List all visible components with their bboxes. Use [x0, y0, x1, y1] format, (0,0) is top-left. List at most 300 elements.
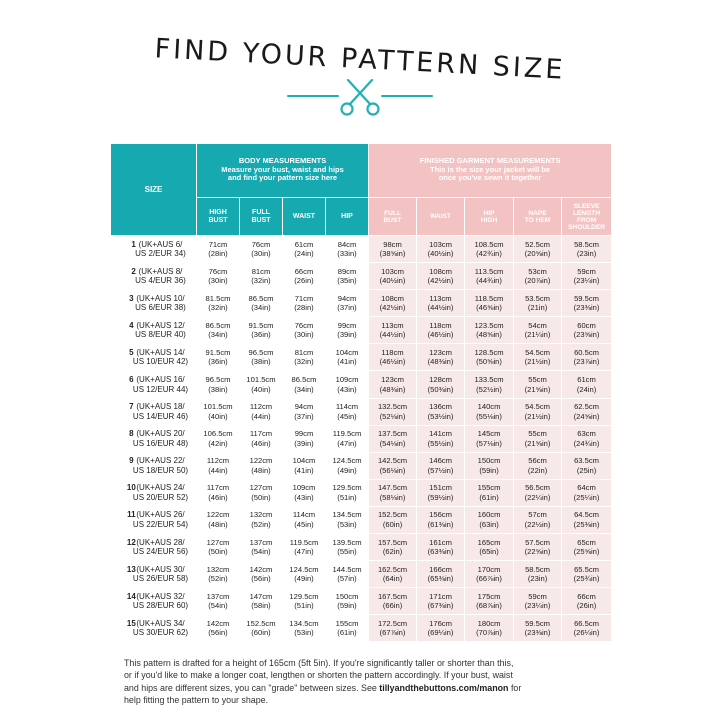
size-equivalent-line1: (UK+AUS 22/: [136, 456, 185, 466]
value-cm: 119.5cm: [289, 537, 319, 547]
size-number: 8: [129, 429, 134, 439]
value-in: (22⅝in): [524, 547, 551, 557]
value-cm: 66cm: [577, 591, 596, 601]
value-cm: 103cm: [429, 239, 452, 249]
value-cm: 60.5cm: [574, 347, 599, 357]
body-measurement-cell: [326, 236, 369, 263]
value-in: (25¾in): [573, 574, 600, 584]
value-cm: 61cm: [577, 375, 596, 385]
table-row: [111, 506, 612, 533]
value-in: (24in): [576, 384, 597, 394]
value-cm: 108cm: [429, 266, 452, 276]
value-cm: 104cm: [335, 347, 359, 357]
value-cm: 59.5cm: [525, 618, 550, 628]
value-cm: 150cm: [335, 591, 359, 601]
finished-measurement-cell: [465, 425, 514, 452]
value-cm: 180cm: [477, 618, 501, 628]
value-cm: 94cm: [294, 402, 314, 412]
finished-measurement-cell: [417, 506, 465, 533]
value-cm: 56cm: [528, 456, 547, 466]
value-cm: 106.5cm: [203, 429, 233, 439]
value-cm: 152.5cm: [246, 618, 276, 628]
value-cm: 53.5cm: [525, 293, 550, 303]
body-measurement-cell: [283, 452, 326, 479]
value-cm: 122cm: [249, 456, 273, 466]
pattern-help-link[interactable]: tillyandthebuttons.com/manon: [379, 682, 509, 693]
finished-measurement-cell: [369, 506, 417, 533]
value-cm: 56.5cm: [525, 483, 550, 493]
value-cm: 103cm: [381, 266, 404, 276]
value-in: (43in): [337, 384, 357, 394]
value-in: (51in): [337, 492, 357, 502]
finished-measurement-cell: [465, 615, 514, 642]
size-equivalent-line1: (UK+AUS 10/: [136, 293, 185, 303]
value-in: (54⅛in): [379, 438, 406, 448]
value-in: (39in): [337, 330, 357, 340]
body-measurement-cell: [283, 317, 326, 344]
finished-measurement-cell: [369, 344, 417, 371]
finished-measurement-cell: [465, 290, 514, 317]
scissors-icon: [342, 80, 379, 115]
size-label: [111, 398, 197, 425]
finished-measurement-cell: [465, 506, 514, 533]
finished-measurement-cell: [369, 263, 417, 290]
value-cm: 109cm: [292, 483, 316, 493]
size-number: 11: [127, 510, 136, 520]
body-measurement-cell: [283, 398, 326, 425]
value-in: (40in): [208, 411, 228, 421]
finished-measurement-cell: [514, 425, 562, 452]
value-in: (46½in): [427, 330, 454, 340]
value-in: (49in): [337, 465, 357, 475]
size-equivalent-line2: US 12/EUR 44): [132, 384, 189, 394]
value-cm: 140cm: [477, 402, 501, 412]
value-in: (37in): [337, 303, 357, 313]
value-in: (26in): [576, 601, 597, 611]
col-finished-sleeve-length: SLEEVE LENGTH FROM SHOULDER: [562, 198, 612, 236]
size-number: 6: [129, 375, 134, 385]
value-cm: 142.5cm: [377, 456, 408, 466]
value-cm: 57.5cm: [525, 537, 550, 547]
finished-measurement-cell: [465, 561, 514, 588]
body-measurement-cell: [197, 236, 240, 263]
finished-measurement-cell: [465, 317, 514, 344]
value-cm: 123cm: [429, 347, 452, 357]
value-in: (23¼in): [524, 601, 551, 611]
value-in: (32in): [294, 357, 314, 367]
body-measurement-cell: [197, 263, 240, 290]
page-title-text: FIND YOUR PATTERN SIZE: [153, 33, 567, 86]
value-cm: 59cm: [577, 266, 596, 276]
value-cm: 53cm: [528, 266, 547, 276]
size-equivalent-line2: US 26/EUR 58): [132, 574, 189, 584]
size-equivalent-line1: (UK+AUS 16/: [136, 375, 185, 385]
value-cm: 155cm: [335, 618, 359, 628]
value-cm: 133.5cm: [474, 375, 504, 385]
value-cm: 145cm: [477, 429, 501, 439]
size-equivalent-line1: (UK+AUS 34/: [136, 618, 185, 628]
body-measurement-cell: [326, 534, 369, 561]
value-cm: 81cm: [251, 266, 271, 276]
finished-measurement-cell: [369, 290, 417, 317]
value-in: (63⅜in): [427, 547, 454, 557]
value-in: (41in): [294, 465, 314, 475]
value-in: (48⅜in): [379, 384, 406, 394]
body-measurement-cell: [283, 263, 326, 290]
value-in: (30in): [294, 330, 314, 340]
col-full-bust: FULL BUST: [240, 198, 283, 236]
value-in: (58⅛in): [379, 492, 406, 502]
finished-measurement-cell: [417, 561, 465, 588]
value-cm: 144.5cm: [332, 564, 362, 574]
value-cm: 132.5cm: [377, 402, 408, 412]
value-in: (45in): [337, 411, 357, 421]
body-measurement-cell: [197, 534, 240, 561]
value-cm: 81cm: [294, 347, 314, 357]
value-in: (25⅝in): [573, 547, 600, 557]
finished-measurement-cell: [417, 615, 465, 642]
size-label: [111, 561, 197, 588]
finished-measurement-cell: [562, 615, 612, 642]
size-equivalent-line2: US 14/EUR 46): [132, 411, 189, 421]
value-in: (23⅜in): [524, 628, 551, 638]
value-cm: 171cm: [429, 591, 452, 601]
table-row: [111, 236, 612, 263]
value-in: (46½in): [379, 357, 406, 367]
value-in: (44in): [251, 411, 271, 421]
value-cm: 55cm: [528, 429, 547, 439]
value-in: (40in): [251, 384, 271, 394]
value-cm: 118cm: [429, 320, 452, 330]
value-cm: 55cm: [528, 375, 547, 385]
body-measurement-cell: [283, 588, 326, 615]
value-in: (56⅛in): [379, 465, 406, 475]
body-measurement-cell: [283, 615, 326, 642]
value-cm: 132cm: [206, 564, 230, 574]
value-cm: 84cm: [337, 239, 357, 249]
finished-measurement-cell: [562, 479, 612, 506]
value-cm: 166cm: [429, 564, 452, 574]
finished-measurement-cell: [514, 236, 562, 263]
table-row: [111, 371, 612, 398]
value-in: (44¾in): [476, 276, 502, 286]
value-cm: 54.5cm: [525, 347, 550, 357]
value-cm: 170cm: [477, 564, 501, 574]
value-in: (25in): [576, 465, 597, 475]
body-measurement-cell: [326, 615, 369, 642]
value-in: (67⅞in): [379, 628, 406, 638]
finished-measurement-cell: [465, 588, 514, 615]
value-in: (33in): [337, 249, 357, 259]
body-measurement-cell: [326, 452, 369, 479]
col-high-bust: HIGH BUST: [197, 198, 240, 236]
size-equivalent-line2: US 4/EUR 36): [135, 276, 186, 286]
body-measurement-cell: [326, 317, 369, 344]
value-in: (53½in): [427, 411, 454, 421]
value-in: (55⅛in): [476, 411, 502, 421]
col-finished-waist: WAIST: [417, 198, 465, 236]
body-measurement-cell: [197, 398, 240, 425]
finished-measurement-cell: [369, 425, 417, 452]
finished-measurement-cell: [465, 452, 514, 479]
value-cm: 136cm: [429, 402, 452, 412]
size-label: [111, 263, 197, 290]
value-cm: 52.5cm: [525, 239, 550, 249]
value-in: (44½in): [427, 303, 454, 313]
value-cm: 63cm: [577, 429, 596, 439]
value-in: (20⅞in): [524, 276, 551, 286]
body-measurement-cell: [240, 425, 283, 452]
value-in: (42in): [208, 438, 228, 448]
value-in: (32in): [251, 276, 271, 286]
finished-measurement-cell: [562, 236, 612, 263]
body-measurement-cell: [197, 506, 240, 533]
size-equivalent-line2: US 24/EUR 56): [132, 547, 189, 557]
value-in: (53in): [337, 519, 357, 529]
size-equivalent-line1: (UK+AUS 30/: [136, 564, 185, 574]
table-row: [111, 425, 612, 452]
value-in: (57in): [337, 574, 357, 584]
table-row: [111, 290, 612, 317]
value-in: (37in): [294, 411, 314, 421]
value-in: (35in): [337, 276, 357, 286]
value-cm: 134.5cm: [289, 618, 319, 628]
size-equivalent-line1: (UK+AUS 20/: [136, 429, 185, 439]
value-in: (61⅜in): [427, 519, 454, 529]
body-measurement-cell: [240, 534, 283, 561]
value-in: (49in): [294, 574, 314, 584]
finished-measurement-cell: [369, 371, 417, 398]
body-measurement-cell: [326, 371, 369, 398]
value-in: (50in): [208, 547, 228, 557]
value-cm: 142cm: [249, 564, 273, 574]
finished-measurement-cell: [514, 398, 562, 425]
value-in: (36in): [208, 357, 228, 367]
size-equivalent-line1: (UK+AUS 14/: [136, 347, 185, 357]
finished-measurement-cell: [514, 371, 562, 398]
value-in: (57½in): [427, 465, 454, 475]
table-row: [111, 534, 612, 561]
value-cm: 119.5cm: [332, 429, 362, 439]
size-equivalent-line2: US 22/EUR 54): [132, 519, 189, 529]
body-measurement-cell: [240, 452, 283, 479]
size-equivalent-line1: (UK+AUS 18/: [136, 402, 185, 412]
value-in: (28in): [294, 303, 314, 313]
value-cm: 129.5cm: [289, 591, 319, 601]
body-measurement-cell: [283, 371, 326, 398]
body-measurement-cell: [240, 263, 283, 290]
finished-measurement-cell: [465, 236, 514, 263]
body-measurement-cell: [197, 344, 240, 371]
body-measurement-cell: [240, 236, 283, 263]
value-in: (46in): [208, 492, 228, 502]
finished-measurement-cell: [562, 371, 612, 398]
table-row: [111, 561, 612, 588]
size-label: [111, 534, 197, 561]
finished-measurement-cell: [369, 588, 417, 615]
value-cm: 65cm: [577, 537, 596, 547]
finished-measurement-cell: [417, 534, 465, 561]
finished-measurement-cell: [369, 317, 417, 344]
value-cm: 114cm: [292, 510, 316, 520]
value-in: (40½in): [427, 249, 454, 259]
value-in: (66in): [382, 601, 403, 611]
size-rows: [111, 236, 612, 642]
value-cm: 160cm: [477, 510, 501, 520]
value-in: (20⅝in): [524, 249, 551, 259]
value-in: (57⅛in): [476, 438, 502, 448]
value-in: (47in): [294, 547, 314, 557]
value-in: (42½in): [427, 276, 454, 286]
value-cm: 165cm: [477, 537, 501, 547]
finished-measurement-cell: [417, 236, 465, 263]
value-in: (44in): [208, 465, 228, 475]
body-measurement-cell: [197, 317, 240, 344]
value-cm: 108cm: [381, 293, 404, 303]
value-in: (32in): [208, 303, 228, 313]
value-cm: 113cm: [429, 293, 452, 303]
size-number: 10: [126, 483, 136, 493]
value-cm: 76cm: [208, 266, 228, 276]
value-in: (23⅜in): [573, 303, 600, 313]
finished-measurement-cell: [417, 263, 465, 290]
body-measurement-cell: [283, 561, 326, 588]
size-number: 4: [129, 320, 134, 330]
value-in: (39in): [294, 438, 314, 448]
value-in: (52⅛in): [379, 411, 406, 421]
value-in: (45in): [294, 519, 314, 529]
value-in: (70⅞in): [476, 628, 502, 638]
value-in: (55in): [337, 547, 357, 557]
value-in: (25⅜in): [573, 519, 600, 529]
size-number: 3: [129, 293, 134, 303]
value-cm: 151cm: [429, 483, 452, 493]
value-in: (38in): [208, 384, 228, 394]
body-measurement-cell: [197, 425, 240, 452]
value-in: (25¼in): [573, 492, 600, 502]
value-cm: 132cm: [249, 510, 273, 520]
finished-measurement-cell: [562, 506, 612, 533]
finished-measurement-cell: [465, 479, 514, 506]
value-in: (54in): [208, 601, 228, 611]
finished-measurement-cell: [514, 588, 562, 615]
value-in: (21½in): [524, 357, 551, 367]
value-in: (43in): [294, 492, 314, 502]
value-in: (22in): [527, 465, 548, 475]
finished-measurement-cell: [514, 615, 562, 642]
value-in: (62in): [382, 547, 403, 557]
size-number: 5: [129, 347, 134, 357]
value-cm: 76cm: [294, 320, 314, 330]
value-in: (50in): [251, 492, 271, 502]
value-in: (46in): [251, 438, 271, 448]
value-in: (28in): [208, 249, 228, 259]
value-in: (44½in): [379, 330, 406, 340]
body-measurement-cell: [240, 506, 283, 533]
value-cm: 128cm: [429, 375, 452, 385]
size-equivalent-line1: (UK+AUS 6/: [138, 239, 183, 249]
value-cm: 142cm: [206, 618, 230, 628]
body-measurement-cell: [240, 371, 283, 398]
value-in: (47in): [337, 438, 357, 448]
size-equivalent-line2: US 10/EUR 42): [132, 357, 189, 367]
value-in: (48in): [251, 465, 271, 475]
body-measurement-cell: [326, 263, 369, 290]
size-equivalent-line2: US 18/EUR 50): [132, 465, 189, 475]
value-cm: 155cm: [477, 483, 501, 493]
value-cm: 54cm: [528, 320, 547, 330]
value-cm: 109cm: [335, 375, 359, 385]
finished-measurement-cell: [417, 371, 465, 398]
body-measurement-cell: [326, 290, 369, 317]
finished-measurement-cell: [514, 290, 562, 317]
body-measurement-cell: [197, 290, 240, 317]
finished-measurement-cell: [465, 344, 514, 371]
finished-measurement-cell: [417, 479, 465, 506]
size-chart-table: [110, 143, 612, 642]
value-cm: 127cm: [206, 537, 230, 547]
value-cm: 66.5cm: [574, 618, 599, 628]
finished-measurement-cell: [562, 317, 612, 344]
size-label: [111, 506, 197, 533]
value-cm: 65.5cm: [574, 564, 599, 574]
value-cm: 59.5cm: [574, 293, 599, 303]
value-cm: 86.5cm: [291, 375, 317, 385]
value-in: (21in): [527, 303, 548, 313]
value-cm: 101.5cm: [203, 402, 233, 412]
finished-measurement-cell: [562, 534, 612, 561]
value-in: (63in): [479, 519, 499, 529]
finished-measurement-cell: [562, 263, 612, 290]
value-in: (34in): [251, 303, 271, 313]
value-cm: 62.5cm: [574, 402, 599, 412]
col-finished-full-bust: FULL BUST: [369, 198, 417, 236]
size-equivalent-line2: US 2/EUR 34): [135, 249, 186, 259]
value-in: (58in): [251, 601, 271, 611]
size-label: [111, 236, 197, 263]
finished-measurement-cell: [514, 534, 562, 561]
size-equivalent-line1: (UK+AUS 8/: [138, 266, 183, 276]
value-in: (64in): [382, 574, 403, 584]
value-cm: 94cm: [337, 293, 357, 303]
body-measurement-cell: [326, 506, 369, 533]
body-measurement-cell: [197, 371, 240, 398]
size-equivalent-line2: US 16/EUR 48): [132, 438, 189, 448]
size-number: 14: [126, 591, 136, 601]
value-cm: 63.5cm: [574, 456, 599, 466]
finished-measurement-cell: [562, 588, 612, 615]
value-in: (52in): [251, 519, 271, 529]
value-in: (66⅞in): [476, 574, 502, 584]
size-equivalent-line1: (UK+AUS 24/: [136, 483, 185, 493]
finished-measurement-cell: [562, 344, 612, 371]
value-in: (21⅝in): [524, 384, 551, 394]
value-in: (51in): [294, 601, 314, 611]
scissors-divider: [0, 78, 720, 118]
value-cm: 104cm: [292, 456, 316, 466]
value-cm: 146cm: [429, 456, 452, 466]
body-measurement-cell: [326, 561, 369, 588]
col-waist: WAIST: [283, 198, 326, 236]
value-in: (69¼in): [427, 628, 454, 638]
size-number: 9: [129, 456, 134, 466]
value-cm: 76cm: [251, 239, 271, 249]
value-in: (65⅜in): [427, 574, 454, 584]
value-cm: 129.5cm: [332, 483, 362, 493]
value-cm: 91.5cm: [205, 347, 231, 357]
value-in: (68⅞in): [476, 601, 502, 611]
size-column-header: SIZE: [111, 144, 197, 236]
